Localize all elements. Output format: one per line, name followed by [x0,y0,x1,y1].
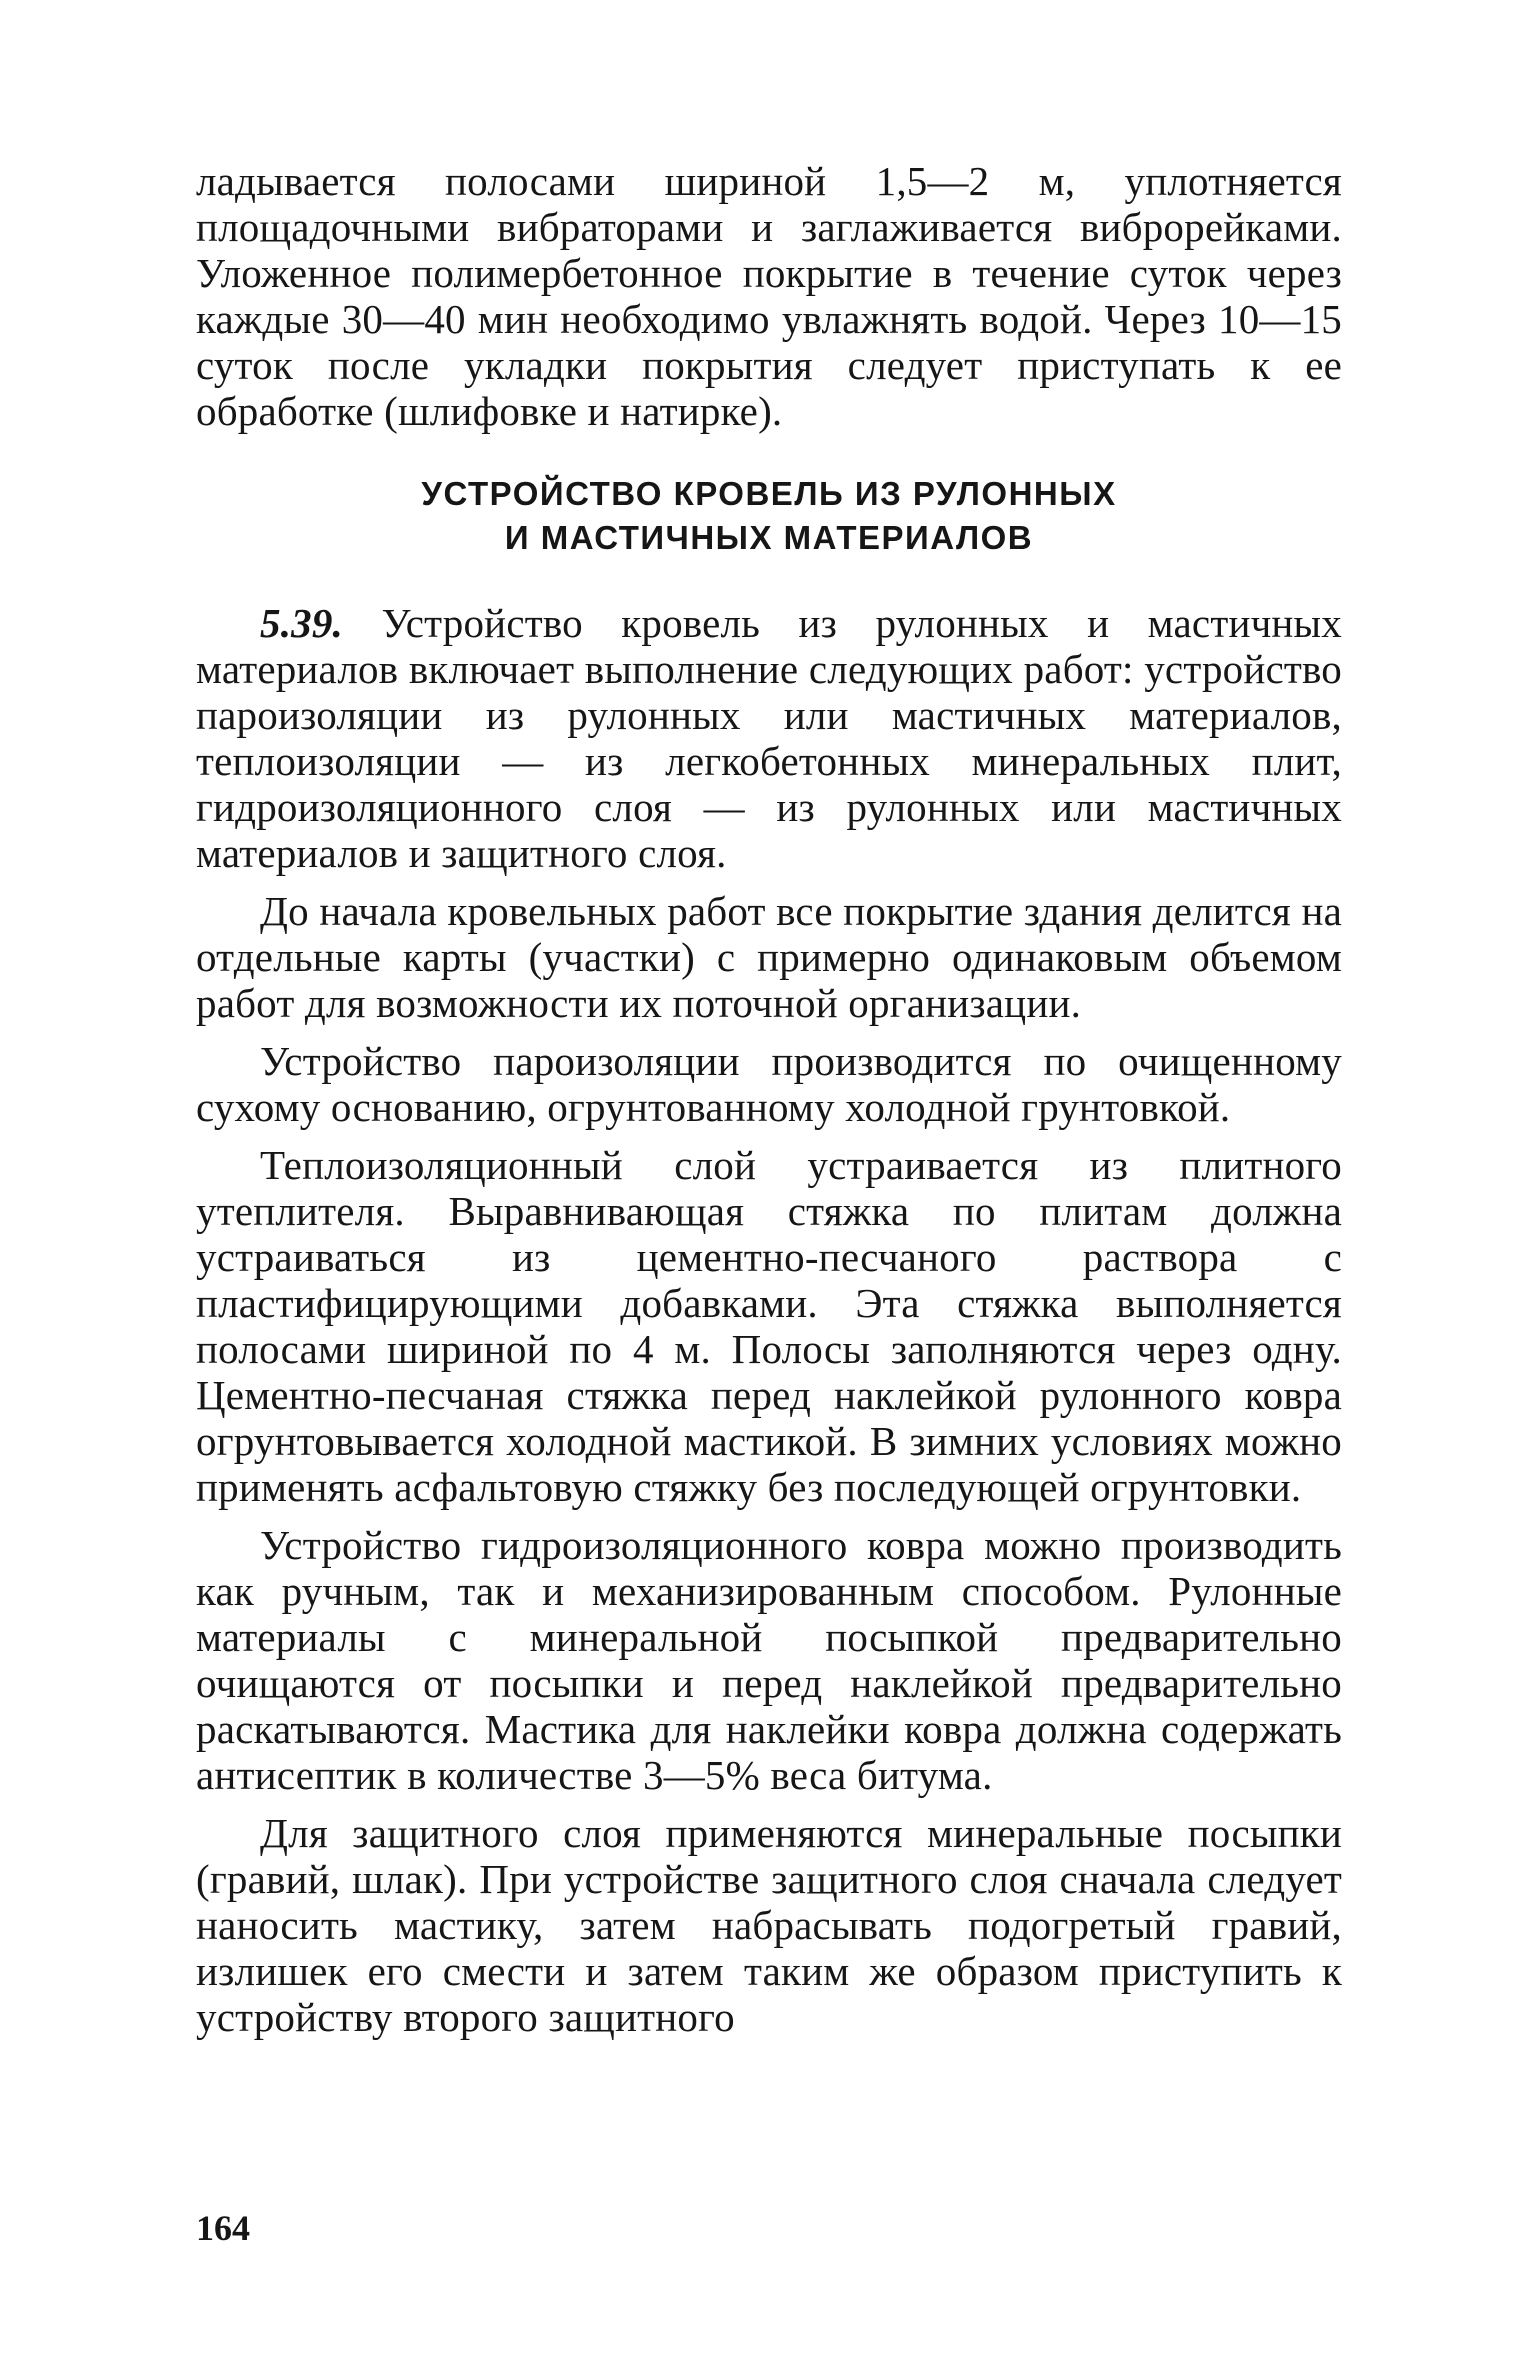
spacer [196,560,1342,600]
spacer [196,434,1342,472]
spacer [196,1510,1342,1522]
spacer [196,1130,1342,1142]
section-heading [196,472,1342,560]
spacer [196,1798,1342,1810]
intro-paragraph: ладывается полосами шириной 1,5—2 м, уплотняется площадочными вибраторами и заглаживается виброрейками. Уложенное полимербетонное покрытие в течение суток через каждые 30—40 мин необходимо увлажнять водой. Через 10—15 суток после укладки покрытия следует приступать к ее обработке (шлифовке и натирке). [196,158,1342,434]
clause-paragraph [196,600,1342,876]
body-paragraph: Устройство пароизоляции производится по очищенному сухому основанию, огрунтованному холодной грунтовкой. [196,1038,1342,1130]
page-body [196,158,1342,2040]
body-paragraph: До начала кровельных работ все покрытие здания делится на отдельные карты (участки) с примерно одинаковым объемом работ для возможности их поточной организации. [196,888,1342,1026]
page-number: 164 [196,2208,250,2248]
section-heading-line-1: УСТРОЙСТВО КРОВЕЛЬ ИЗ РУЛОННЫХ [421,475,1117,512]
spacer [196,1026,1342,1038]
section-heading-line-2: И МАСТИЧНЫХ МАТЕРИАЛОВ [504,519,1034,556]
spacer [196,876,1342,888]
body-paragraph: Для защитного слоя применяются минеральные посыпки (гравий, шлак). При устройстве защитного слоя сначала следует наносить мастику, затем набрасывать подогретый гравий, излишек его смести и затем таким же образом приступить к устройству второго защитного [196,1810,1342,2040]
body-paragraph: Теплоизоляционный слой устраивается из плитного утеплителя. Выравнивающая стяжка по плитам должна устраиваться из цементно-песчаного раствора с пластифицирующими добавками. Эта стяжка выполняется полосами шириной по 4 м. Полосы заполняются через одну. Цементно-песчаная стяжка перед наклейкой рулонного ковра огрунтовывается холодной мастикой. В зимних условиях можно применять асфальтовую стяжку без последующей огрунтовки. [196,1142,1342,1510]
body-paragraph: Устройство гидроизоляционного ковра можно производить как ручным, так и механизированным способом. Рулонные материалы с минеральной посыпкой предварительно очищаются от посыпки и перед наклейкой предварительно раскатываются. Мастика для наклейки ковра должна содержать антисептик в количестве 3—5% веса битума. [196,1522,1342,1798]
clause-text: Устройство кровель из рулонных и мастичных материалов включает выполнение следующих работ: устройство пароизоляции из рулонных или мастичных материалов, теплоизоляции — из легкобетонных минеральных плит, гидроизоляционного слоя — из рулонных или мастичных материалов и защитного слоя. [196,600,1342,876]
clause-number: 5.39. [260,600,343,646]
